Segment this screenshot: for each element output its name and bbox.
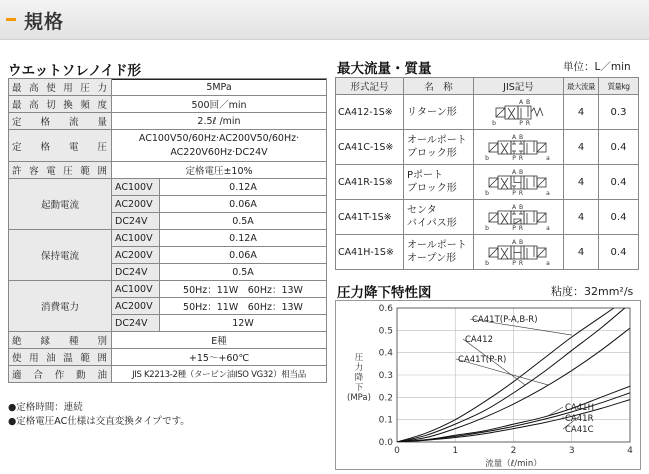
jis-symbol-center-bypass xyxy=(475,202,563,232)
spec-value: 0.06A xyxy=(160,196,327,213)
spec-value: 定格電圧±10% xyxy=(112,162,327,179)
series-label-5: CA41C xyxy=(565,425,594,435)
table-row xyxy=(9,79,327,96)
valve-box xyxy=(498,141,511,154)
voltage-sub: AC100V xyxy=(112,281,160,298)
group-label: 保持電流 xyxy=(9,230,112,281)
solenoid-label-a: a xyxy=(545,155,550,162)
spec-value: 500回／min xyxy=(112,96,327,113)
port-label-r: R xyxy=(525,120,530,127)
y-tick-label: 0.3 xyxy=(378,371,393,381)
jis-symbol-p-port-block xyxy=(475,167,563,197)
port-label-p: P xyxy=(518,120,523,127)
jis-symbol-all-port-open xyxy=(475,237,563,267)
flow-table-title: 最大流量・質量 xyxy=(337,61,432,77)
port-label-b: B xyxy=(518,169,523,176)
series-label-3-leader xyxy=(548,407,563,416)
table-row xyxy=(336,130,639,165)
series-label-0: CA41T(P-A,B-R) xyxy=(472,315,538,325)
max-flow: 4 xyxy=(564,235,599,270)
valve-name-line: リターン形 xyxy=(407,106,457,118)
voltage-line-1: AC100V50/60Hz·AC200V50/60Hz· xyxy=(138,132,300,144)
solenoid-label-b: b xyxy=(484,155,489,162)
column-header: 名 称 xyxy=(404,78,474,95)
solenoid-left-stroke xyxy=(489,143,498,152)
valve-box xyxy=(524,176,537,189)
voltage-sub: AC200V xyxy=(112,196,160,213)
port-label-b: B xyxy=(518,134,523,141)
mass: 0.4 xyxy=(599,235,639,270)
x-tick-label: 1 xyxy=(452,446,459,456)
port-label-p: P xyxy=(511,155,516,162)
y-tick-label: 0.2 xyxy=(378,393,393,404)
notes xyxy=(8,401,190,429)
port-label-a: A xyxy=(518,99,523,106)
valve-name xyxy=(404,235,474,270)
column-header: JIS記号 xyxy=(474,78,564,95)
jis-symbol-cell xyxy=(474,130,564,165)
flow-path xyxy=(514,220,521,224)
y-axis-label: 圧力降下(MPa) xyxy=(347,353,371,403)
voltage-line-2: AC220V60Hz·DC24V xyxy=(170,146,268,158)
max-flow: 4 xyxy=(564,165,599,200)
port-label-r: R xyxy=(518,225,523,232)
column-header: 最大流量 xyxy=(564,78,599,95)
solenoid-label-a: a xyxy=(545,225,550,232)
spec-value: E種 xyxy=(112,332,327,349)
port-label-a: A xyxy=(511,134,516,141)
x-tick-label: 0 xyxy=(394,446,400,456)
y-tick-label: 0.5 xyxy=(378,326,393,337)
valve-box xyxy=(498,176,511,189)
table-row xyxy=(9,179,327,196)
valve-name-line: ブロック形 xyxy=(407,183,457,194)
series-label-2: CA41T(P-R) xyxy=(458,355,507,365)
valve-name xyxy=(404,130,474,165)
column-header: 質量kg xyxy=(599,78,639,95)
table-row xyxy=(9,130,327,162)
y-tick-label: 0.6 xyxy=(378,304,393,314)
max-flow: 4 xyxy=(564,200,599,235)
series-label-4: CA41R xyxy=(565,414,594,424)
valve-box xyxy=(498,211,511,224)
voltage-sub: DC24V xyxy=(112,264,160,281)
table-row xyxy=(336,200,639,235)
spec-label: 使用油温範囲 xyxy=(9,349,112,366)
spec-value: +15～+60℃ xyxy=(112,349,327,366)
solenoid-label-b: b xyxy=(484,260,489,267)
voltage-sub: AC100V xyxy=(112,230,160,247)
jis-symbol-cell xyxy=(474,235,564,270)
valve-name-line: センタ xyxy=(407,205,437,216)
port-label-r: R xyxy=(518,260,523,267)
spec-label: 絶縁種別 xyxy=(9,332,112,349)
series-label-3: CA41H xyxy=(565,403,594,413)
section-title: 規格 xyxy=(24,11,65,33)
mass: 0.4 xyxy=(599,200,639,235)
port-label-r: R xyxy=(518,155,523,162)
spec-value: 0.12A xyxy=(160,179,327,196)
jis-symbol-cell xyxy=(474,95,564,130)
model-code: CA412-1S※ xyxy=(336,95,404,130)
table-row xyxy=(9,113,327,130)
jis-symbol-all-port-block xyxy=(475,132,563,162)
port-label-p: P xyxy=(511,260,516,267)
valve-box xyxy=(511,141,524,154)
solenoid-left-stroke xyxy=(496,108,505,117)
spec-value: 0.06A xyxy=(160,247,327,264)
model-code: CA41R-1S※ xyxy=(336,165,404,200)
group-label: 消費電力 xyxy=(9,281,112,332)
mass: 0.3 xyxy=(599,95,639,130)
valve-name-line: ブロック形 xyxy=(407,148,457,159)
solenoid-left-stroke xyxy=(489,213,498,222)
flow-table xyxy=(335,77,639,270)
jis-symbol-cell xyxy=(474,200,564,235)
table-row xyxy=(336,235,639,270)
valve-box xyxy=(524,211,537,224)
table-row xyxy=(336,165,639,200)
solenoid-right-stroke xyxy=(537,248,546,257)
x-tick-label: 4 xyxy=(627,446,633,456)
solenoid-label-b: b xyxy=(491,120,496,127)
voltage-sub: DC24V xyxy=(112,213,160,230)
solenoid-right-stroke xyxy=(537,213,546,222)
chart-title: 圧力降下特性図 xyxy=(337,285,432,301)
max-flow: 4 xyxy=(564,130,599,165)
valve-box xyxy=(524,141,537,154)
spec-value: 0.5A xyxy=(160,264,327,281)
solenoid-right-stroke xyxy=(537,143,546,152)
group-label: 起動電流 xyxy=(9,179,112,230)
spec-label: 許容電圧範囲 xyxy=(9,162,112,179)
mass: 0.4 xyxy=(599,130,639,165)
valve-name xyxy=(404,165,474,200)
table-row xyxy=(9,162,327,179)
note-item: ●定格電圧AC仕様は交直変換タイプです。 xyxy=(8,416,190,427)
y-tick-label: 0.4 xyxy=(378,348,393,359)
port-label-b: B xyxy=(518,204,523,211)
solenoid-left-stroke xyxy=(489,248,498,257)
spec-value: 50Hz：11W 60Hz：13W xyxy=(160,298,327,315)
port-label-b: B xyxy=(525,99,530,106)
mass: 0.4 xyxy=(599,165,639,200)
spec-value xyxy=(112,130,327,162)
valve-name-line: Pポート xyxy=(407,170,444,181)
model-code: CA41H-1S※ xyxy=(336,235,404,270)
port-label-p: P xyxy=(511,190,516,197)
series-label-1: CA412 xyxy=(465,335,493,345)
return-spring xyxy=(531,108,543,116)
spec-title: ウエットソレノイド形 xyxy=(8,59,326,80)
table-row xyxy=(9,349,327,366)
table-row xyxy=(336,95,639,130)
jis-symbol-cell xyxy=(474,165,564,200)
spec-label: 適合作動油 xyxy=(9,366,112,383)
valve-name xyxy=(404,95,474,130)
spec-value: 0.12A xyxy=(160,230,327,247)
valve-box xyxy=(524,246,537,259)
model-code: CA41T-1S※ xyxy=(336,200,404,235)
table-row xyxy=(9,366,327,383)
spec-value: 5MPa xyxy=(112,79,327,96)
spec-label: 定格流量 xyxy=(9,113,112,130)
valve-box xyxy=(518,106,531,119)
voltage-sub: AC200V xyxy=(112,247,160,264)
x-axis-label: 流量（ℓ/min） xyxy=(485,459,542,469)
port-label-r: R xyxy=(518,190,523,197)
flow-unit: 単位：L／min xyxy=(563,61,631,73)
spec-value: 12W xyxy=(160,315,327,332)
note-item: ●定格時間：連続 xyxy=(8,402,83,413)
valve-name xyxy=(404,200,474,235)
solenoid-left-stroke xyxy=(489,178,498,187)
y-tick-label: 0.0 xyxy=(378,438,393,448)
table-row xyxy=(9,332,327,349)
valve-box xyxy=(498,246,511,259)
voltage-sub: AC200V xyxy=(112,298,160,315)
table-row xyxy=(9,281,327,298)
max-flow: 4 xyxy=(564,95,599,130)
port-label-p: P xyxy=(511,225,516,232)
spec-label: 定格電圧 xyxy=(9,130,112,162)
valve-name-line: オープン形 xyxy=(407,253,457,264)
table-row xyxy=(9,96,327,113)
x-tick-label: 3 xyxy=(568,446,575,456)
spec-table xyxy=(8,78,327,383)
spec-value: 50Hz：11W 60Hz：13W xyxy=(160,281,327,298)
column-header: 形式記号 xyxy=(336,78,404,95)
solenoid-label-b: b xyxy=(484,190,489,197)
solenoid-label-a: a xyxy=(545,260,550,267)
x-tick-label: 2 xyxy=(510,446,517,456)
valve-name-line: オールポート xyxy=(407,240,467,251)
chart-viscosity: 粘度：32mm²/s xyxy=(551,285,634,298)
voltage-sub: DC24V xyxy=(112,315,160,332)
port-label-a: A xyxy=(511,239,516,246)
accent-bar xyxy=(6,18,16,21)
y-tick-label: 0.1 xyxy=(378,415,393,426)
pressure-drop-chart xyxy=(335,300,641,470)
table-row xyxy=(9,230,327,247)
valve-name-line: バイパス形 xyxy=(407,218,457,229)
jis-symbol-return xyxy=(475,97,563,127)
valve-box xyxy=(505,106,518,119)
spec-value: JIS K2213-2種（タービン油ISO VG32）相当品 xyxy=(112,366,327,383)
spec-value: 2.5ℓ /min xyxy=(112,113,327,130)
valve-name-line: オールポート xyxy=(407,135,467,146)
table-header-row xyxy=(336,78,639,95)
voltage-sub: AC100V xyxy=(112,179,160,196)
section-header xyxy=(0,0,649,40)
solenoid-label-b: b xyxy=(484,225,489,232)
spec-label: 最高使用圧力 xyxy=(9,79,112,96)
model-code: CA41C-1S※ xyxy=(336,130,404,165)
port-label-a: A xyxy=(511,204,516,211)
solenoid-label-a: a xyxy=(545,190,550,197)
spec-label: 最高切換頻度 xyxy=(9,96,112,113)
port-label-a: A xyxy=(511,169,516,176)
spec-value: 0.5A xyxy=(160,213,327,230)
port-label-b: B xyxy=(518,239,523,246)
solenoid-right-stroke xyxy=(537,178,546,187)
flow-path xyxy=(514,176,521,183)
